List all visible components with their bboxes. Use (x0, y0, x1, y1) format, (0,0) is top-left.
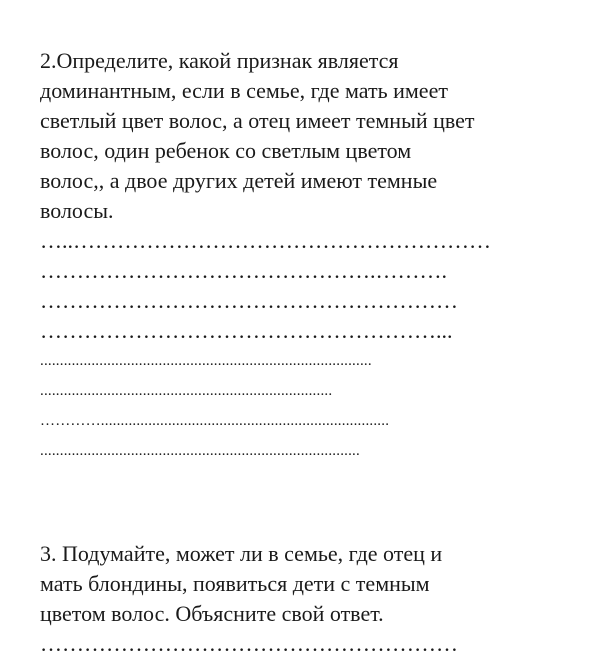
question-2-text-line: волосы. (40, 198, 114, 223)
question-3-text-line: цветом волос. Объясните свой ответ. (40, 601, 384, 626)
answer-line: …..………………………………………………… (40, 228, 491, 253)
answer-line: .......................................................................... (40, 383, 333, 399)
answer-line: …………......................................................................... (40, 413, 390, 429)
answer-line: ………………………………………………… (40, 631, 458, 656)
question-3-text-line: 3. Подумайте, может ли в семье, где отец и (40, 541, 443, 566)
question-2-text-line: волос,, а двое других детей имеют темные (40, 168, 438, 193)
answer-line: ………………………………………………... (40, 318, 453, 343)
question-3 (40, 539, 580, 659)
answer-line: ................................................................................. (40, 443, 360, 459)
question-2 (40, 46, 580, 466)
question-3-text-line: мать блондины, появиться дети с темным (40, 571, 430, 596)
answer-line: .................................................................................... (40, 353, 372, 369)
question-2-text-line: доминантным, если в семье, где мать имеет (40, 78, 448, 103)
question-2-text-line: светлый цвет волос, а отец имеет темный цвет (40, 108, 475, 133)
question-2-text-line: волос, один ребенок со светлым цветом (40, 138, 412, 163)
answer-line: ……………………………………….………. (40, 258, 447, 283)
answer-line: ………………………………………………… (40, 288, 458, 313)
question-2-text-line: 2.Определите, какой признак является (40, 48, 399, 73)
